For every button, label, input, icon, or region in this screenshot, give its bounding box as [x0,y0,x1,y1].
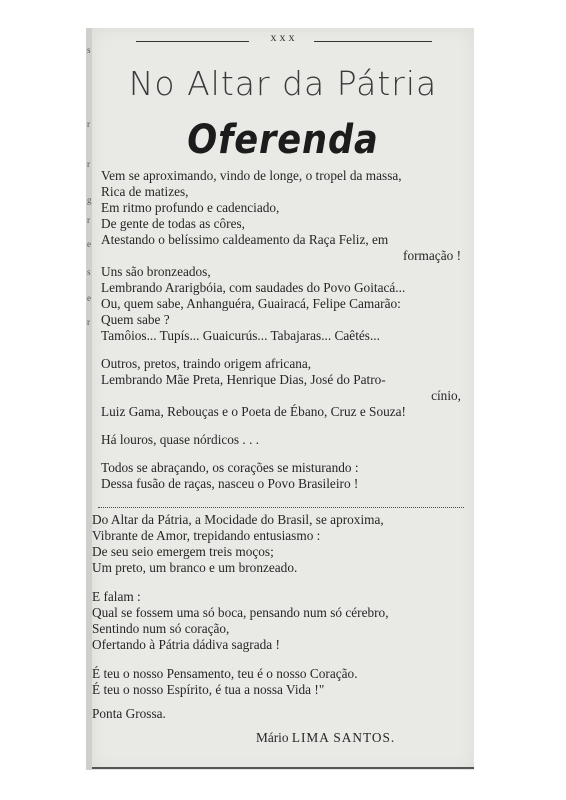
poem-line: Atestando o belíssimo caldeamento da Raça Feliz, em [101,232,389,247]
ornament-rule-right [314,41,432,42]
poem-line: Vibrante de Amor, trepidando entusiasmo : [92,528,321,543]
poem-line: Tamôios... Tupís... Guaicurús... Tabajaras... Caêtés... [101,328,380,343]
poem-body-top [101,168,461,492]
poem-line: Qual se fossem uma só boca, pensando num só cérebro, [92,605,389,620]
poem-line: É teu o nosso Pensamento, teu é o nosso Coração. [92,666,358,681]
poem-line: Rica de matizes, [101,184,189,199]
poem-line: Do Altar da Pátria, a Mocidade do Brasil, se aproxima, [92,512,384,527]
poem-title: Oferenda [187,117,379,163]
poem-line: Em ritmo profundo e cadenciado, [101,200,280,215]
margin-letter: s [87,267,91,277]
margin-letter: r [87,159,90,169]
poem-line: Outros, pretos, traindo origem africana, [101,356,312,371]
poem-line: Ou, quem sabe, Anhanguéra, Guairacá, Felipe Camarão: [101,296,401,311]
poem-line: E falam : [92,589,141,604]
margin-letter: r [87,119,90,129]
margin-letter: g [87,195,92,205]
poem-line: Lembrando Mãe Preta, Henrique Dias, José do Patro- [101,372,386,387]
poem-line: Lembrando Ararigbóia, com saudades do Povo Goitacá... [101,280,406,295]
poem-line: Todos se abraçando, os corações se misturando : [101,460,359,475]
margin-letter: e [87,293,91,303]
poem-line: De seu seio emergem treis moços; [92,544,274,559]
poem-line: De gente de todas as côres, [101,216,245,231]
page-title: No Altar da Pátria [128,64,438,103]
poem-line: Sentindo num só coração, [92,621,230,636]
margin-letter: r [87,317,90,327]
author-signature [256,730,395,746]
poem-line: É teu o nosso Espírito, é tua a nossa Vida !" [92,682,325,697]
poem-line: Um preto, um branco e um bronzeado. [92,560,298,575]
author-first-name: Mário [256,730,289,745]
ornament-rule-left [136,41,249,42]
poem-line-continuation: cínio, [431,388,461,403]
ornament-text: xxx [270,30,298,44]
poem-line-continuation: formação ! [403,248,461,263]
poem-line: Ofertando à Pátria dádiva sagrada ! [92,637,280,652]
poem-line: Luiz Gama, Rebouças e o Poeta de Ébano, Cruz e Souza! [101,404,406,419]
place-line: Ponta Grossa. [92,706,166,721]
author-last-name: LIMA SANTOS. [291,730,396,745]
header-ornament [92,30,474,50]
poem-line: Vem se aproximando, vindo de longe, o tropel da massa, [101,168,402,183]
poem-body-bottom [92,512,464,698]
poem-line: Quem sabe ? [101,312,170,327]
poem-line: Há louros, quase nórdicos . . . [101,432,260,447]
poem-line: Uns são bronzeados, [101,264,211,279]
margin-letter: r [87,215,90,225]
margin-letter: e [87,239,91,249]
dotted-separator [98,507,464,508]
bottom-rule [92,767,474,769]
margin-letter: s [87,45,91,55]
poem-line: Dessa fusão de raças, nasceu o Povo Brasileiro ! [101,476,359,491]
